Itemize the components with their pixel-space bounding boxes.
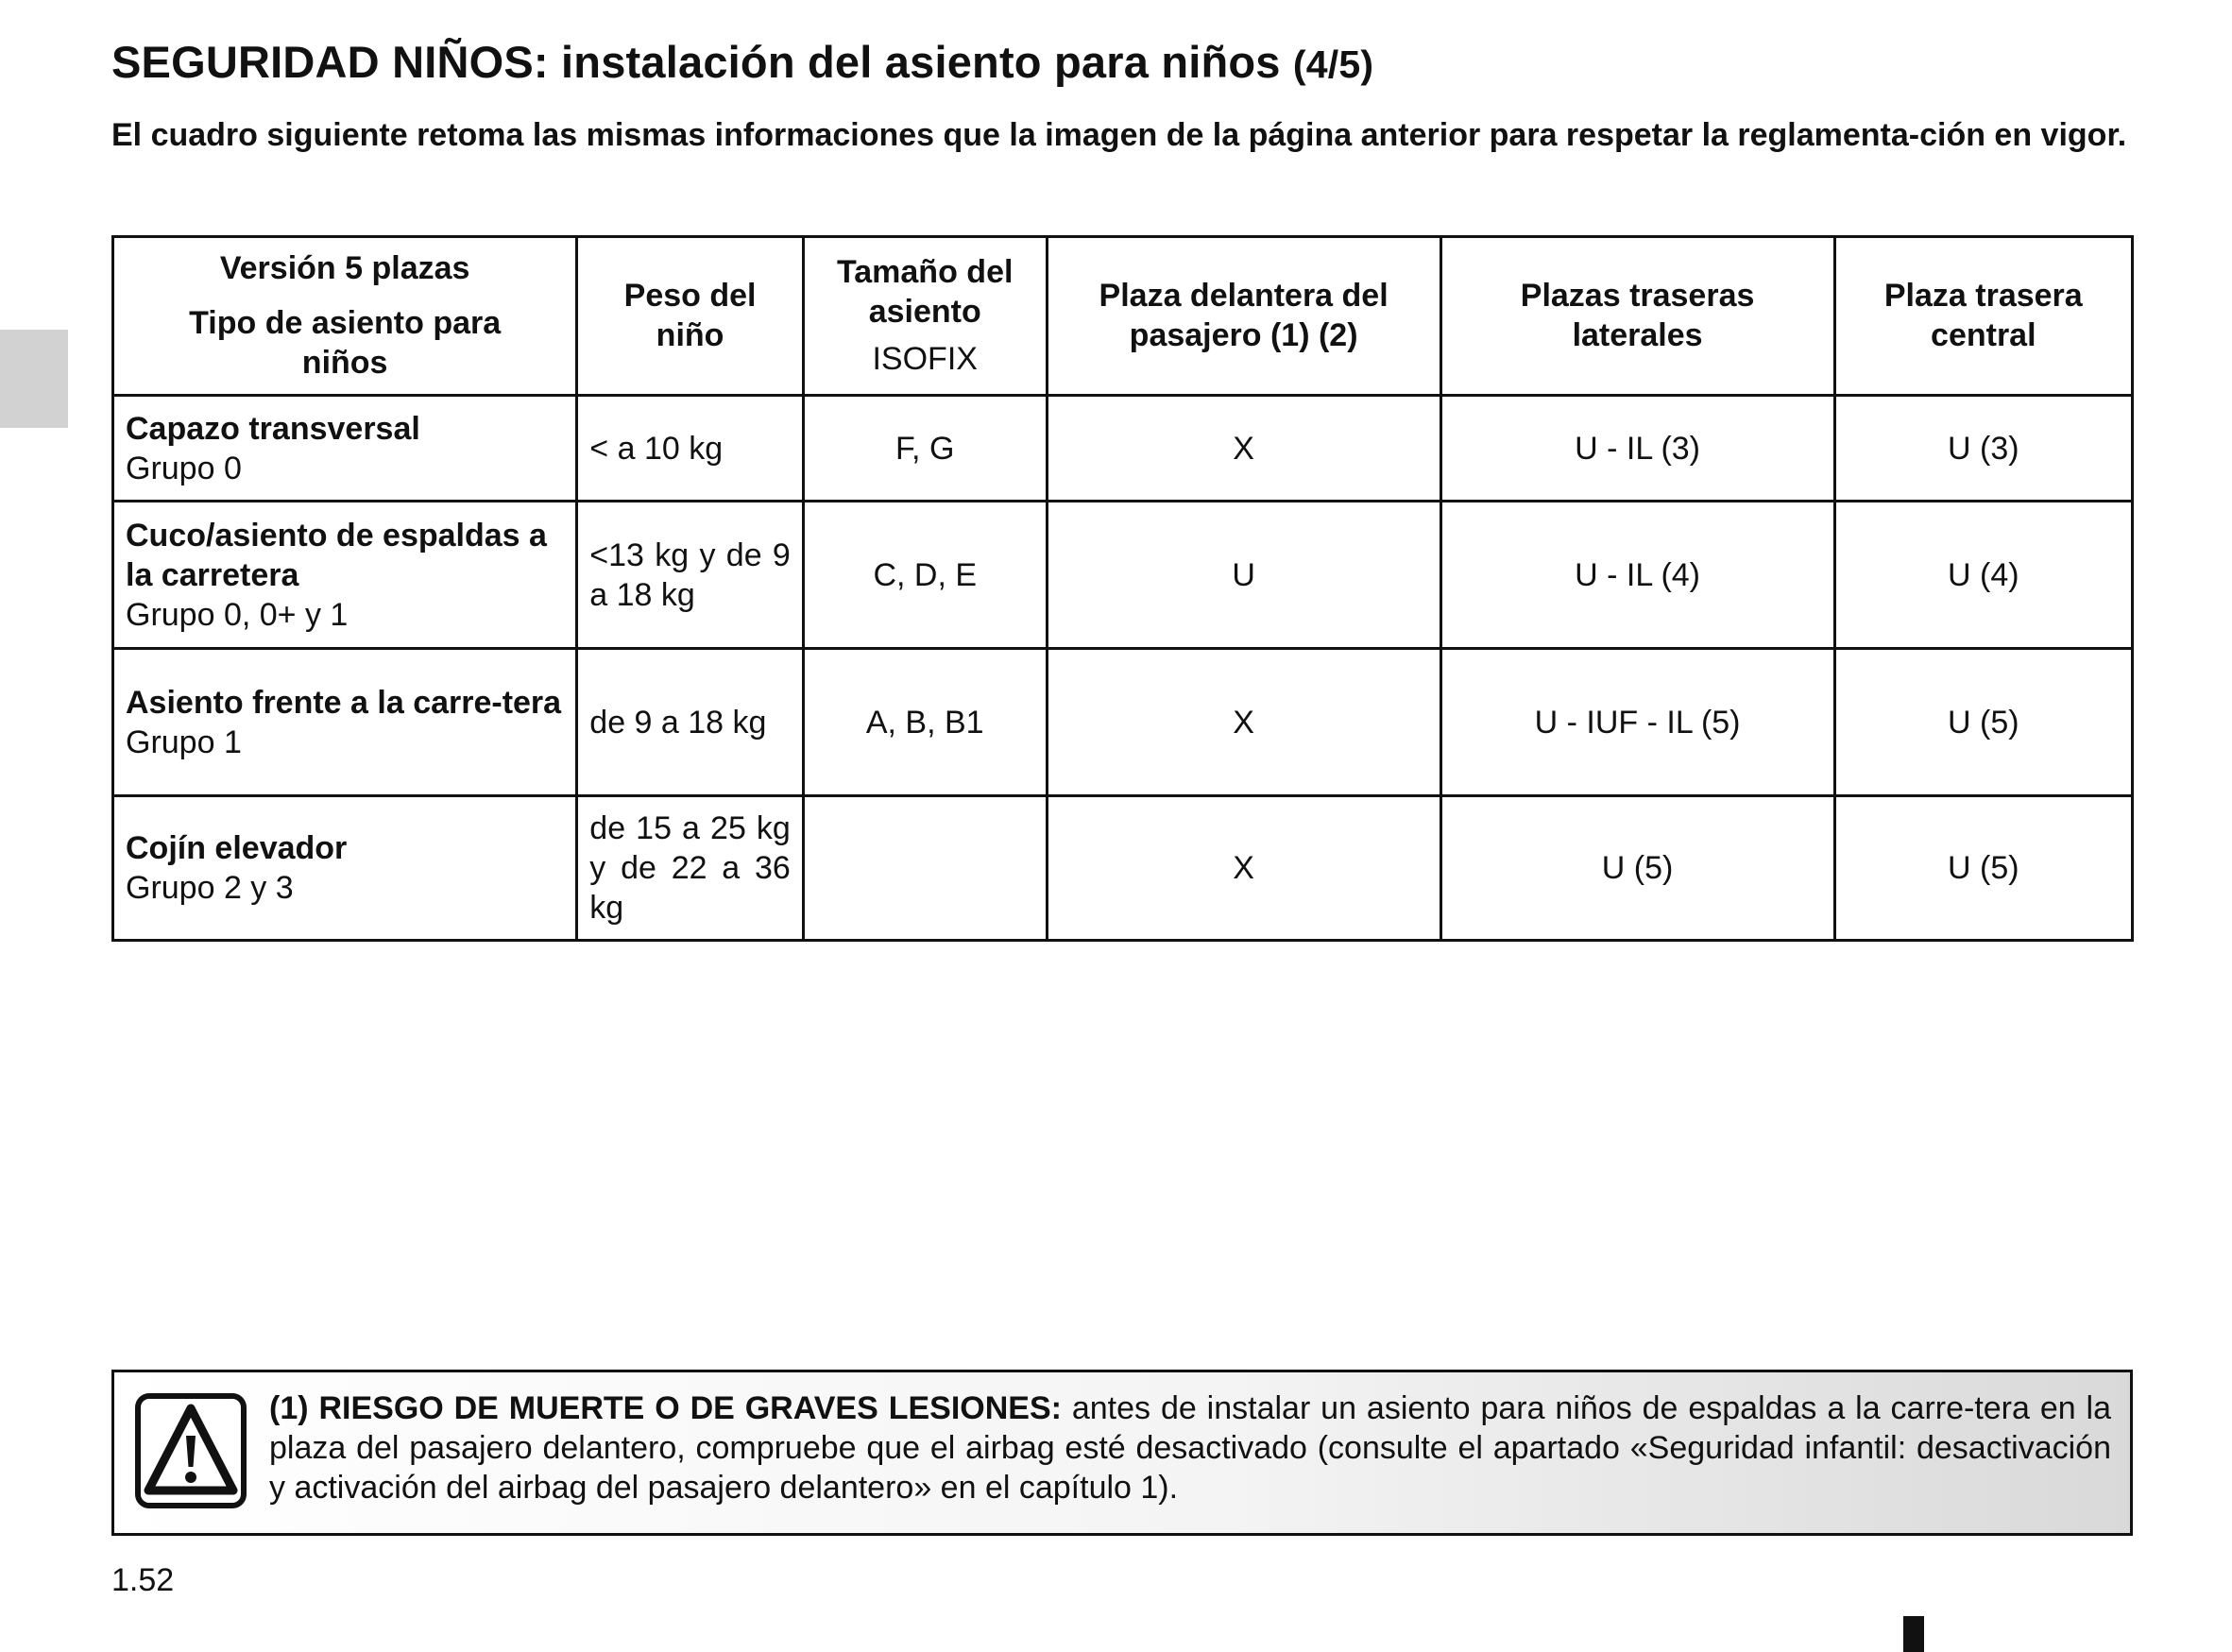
warning-body: antes de instalar un asiento para niños de espaldas a la carre-tera en la plaza del pasajero delantero, compruebe que el airbag esté desactivado (consulte el apartado «Seguridad infantil: desactivación y activación del airbag del pasajero delantero» en el capítulo 1). [269,1390,2112,1506]
seat-group: Grupo 1 [126,724,242,760]
seat-type-cell [113,649,577,796]
seat-type-cell [113,796,577,941]
header-rear-side-label: Plazas traseras laterales [1520,278,1755,354]
page-title [111,36,1373,88]
header-seat-size-label: Tamaño del asiento [837,254,1014,331]
header-isofix-label: ISOFIX [872,341,978,378]
size-cell: A, B, B1 [803,649,1047,796]
front-passenger-cell: U [1047,502,1440,649]
header-rear-center-label: Plaza trasera central [1883,278,2083,354]
weight-cell: de 15 a 25 kg y de 22 a 36 kg [577,796,804,941]
seat-type-name: Cuco/asiento de espaldas a la carretera [126,517,547,593]
rear-side-cell: U - IUF - IL (5) [1440,649,1834,796]
page-part-indicator: (4/5) [1292,43,1374,86]
header-front-passenger-label: Plaza delantera del pasajero (1) (2) [1099,278,1389,354]
header-rear-side [1440,237,1834,396]
size-cell: C, D, E [803,502,1047,649]
weight-cell: de 9 a 18 kg [577,649,804,796]
table-row [113,395,2133,502]
seat-type-cell [113,395,577,502]
table-header-row [113,237,2133,396]
seat-type-name: Capazo transversal [126,410,420,447]
rear-center-cell: U (3) [1834,395,2132,502]
rear-center-cell: U (5) [1834,649,2132,796]
header-seat-type-label: Tipo de asiento para niños [189,305,502,382]
seat-type-name: Asiento frente a la carre-tera [126,684,562,721]
front-passenger-cell: X [1047,649,1440,796]
page-number: 1.52 [111,1562,175,1598]
rear-center-cell: U (5) [1834,796,2132,941]
child-seat-table [111,235,2134,942]
header-child-weight [577,237,804,396]
page-edge-marker [1903,1616,1924,1652]
warning-box [111,1370,2133,1536]
rear-side-cell: U - IL (3) [1440,395,1834,502]
seat-group: Grupo 0 [126,450,242,486]
table-row [113,502,2133,649]
warning-text [269,1388,2111,1507]
header-seat-size [803,237,1047,396]
size-cell [803,796,1047,941]
seat-type-name: Cojín elevador [126,830,348,867]
seat-group: Grupo 0, 0+ y 1 [126,596,349,633]
page-title-text: SEGURIDAD NIÑOS: instalación del asiento para niños [111,37,1281,87]
header-front-passenger [1047,237,1440,396]
header-seat-type [113,237,577,396]
front-passenger-cell: X [1047,395,1440,502]
seat-group: Grupo 2 y 3 [126,870,294,907]
weight-cell: <13 kg y de 9 a 18 kg [577,502,804,649]
weight-cell: < a 10 kg [577,395,804,502]
front-passenger-cell: X [1047,796,1440,941]
rear-side-cell: U - IL (4) [1440,502,1834,649]
header-child-weight-label: Peso del niño [623,278,757,354]
table-row [113,649,2133,796]
header-rear-center [1834,237,2132,396]
size-cell: F, G [803,395,1047,502]
warning-lead: (1) RIESGO DE MUERTE O DE GRAVES LESIONES: [269,1390,1062,1426]
rear-side-cell: U (5) [1440,796,1834,941]
header-version-label: Versión 5 plazas [219,250,470,287]
table-row [113,796,2133,941]
seat-type-cell [113,502,577,649]
warning-triangle-icon [135,1393,247,1508]
rear-center-cell: U (4) [1834,502,2132,649]
chapter-side-tab [0,330,68,428]
intro-paragraph: El cuadro siguiente retoma las mismas informaciones que la imagen de la página anterior para respetar la reglamenta-ción en vigor. [111,117,2127,153]
